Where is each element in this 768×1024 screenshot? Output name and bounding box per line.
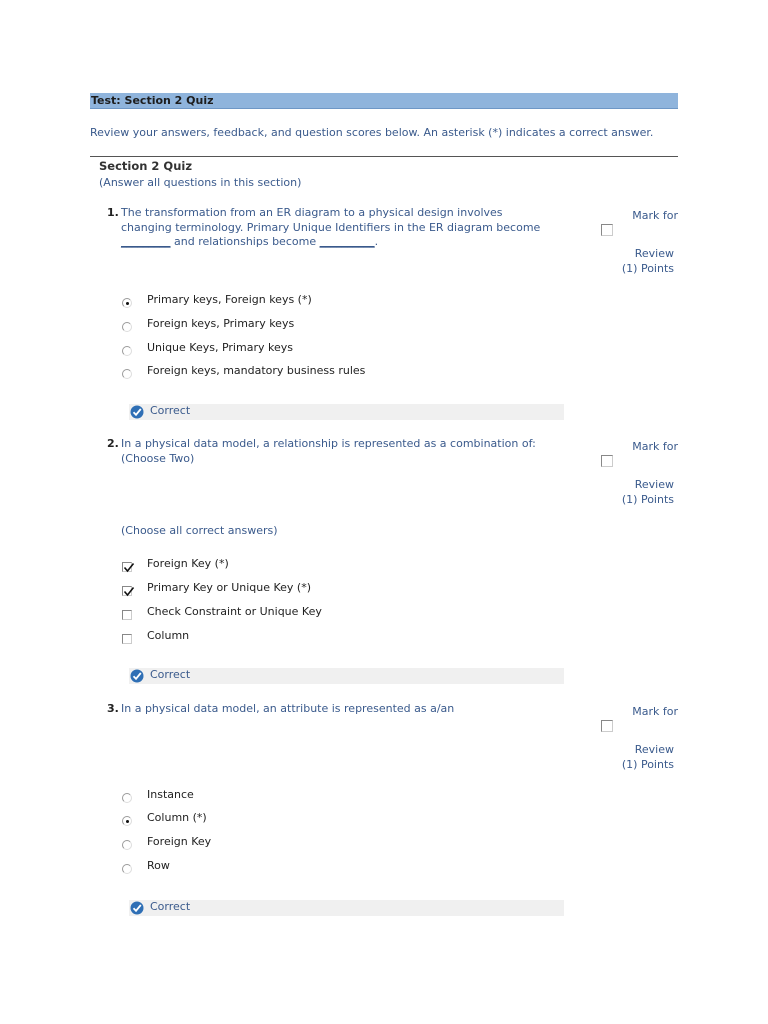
radio-unselected[interactable] bbox=[122, 369, 132, 379]
answer-label: Primary Key or Unique Key (*) bbox=[147, 581, 312, 594]
feedback-text: Correct bbox=[150, 668, 191, 681]
check-circle-icon bbox=[130, 669, 144, 683]
radio-unselected[interactable] bbox=[122, 840, 132, 850]
answer-label: Column bbox=[147, 629, 190, 642]
answer-label: Instance bbox=[147, 788, 194, 801]
question-text: In a physical data model, a relationship is represented as a combination of: (Choose Two) bbox=[121, 437, 536, 465]
instructions-text: Review your answers, feedback, and question scores below. An asterisk (*) indicates a correct answer. bbox=[90, 126, 654, 139]
answer-label: Row bbox=[147, 859, 170, 872]
feedback-text: Correct bbox=[150, 900, 191, 913]
check-circle-icon bbox=[130, 901, 144, 915]
review-label: Review bbox=[634, 478, 674, 491]
question-number: 1. bbox=[107, 206, 119, 219]
radio-selected[interactable] bbox=[122, 298, 132, 308]
answer-label: Foreign Key bbox=[147, 835, 212, 848]
question-text: The transformation from an ER diagram to a physical design involves changing terminology. Primary Unique Identifiers in the ER diagram become _________ and relationships become __________. bbox=[121, 206, 541, 248]
mark-for-review-checkbox[interactable] bbox=[601, 720, 613, 732]
checkmark-icon bbox=[123, 586, 135, 597]
review-label: Review bbox=[634, 743, 674, 756]
review-label: Review bbox=[634, 247, 674, 260]
question-number: 2. bbox=[107, 437, 119, 450]
answer-label: Primary keys, Foreign keys (*) bbox=[147, 293, 312, 306]
check-circle-icon bbox=[130, 405, 144, 419]
feedback-bar bbox=[129, 404, 564, 420]
page-title: Test: Section 2 Quiz bbox=[90, 93, 678, 109]
feedback-bar bbox=[129, 668, 564, 684]
answer-label: Unique Keys, Primary keys bbox=[147, 341, 293, 354]
divider bbox=[90, 156, 678, 157]
mark-for-review-checkbox[interactable] bbox=[601, 224, 613, 236]
answer-label: Foreign keys, mandatory business rules bbox=[147, 364, 366, 377]
answer-label: Check Constraint or Unique Key bbox=[147, 605, 322, 618]
checkbox-checked[interactable] bbox=[122, 562, 132, 572]
checkmark-icon bbox=[123, 562, 135, 573]
question-points: (1) Points bbox=[621, 493, 674, 506]
mark-for-review-label: Mark for bbox=[632, 705, 678, 718]
answer-label: Foreign Key (*) bbox=[147, 557, 229, 570]
radio-unselected[interactable] bbox=[122, 793, 132, 803]
section-title: Section 2 Quiz bbox=[99, 159, 193, 173]
checkbox-checked[interactable] bbox=[122, 586, 132, 596]
radio-selected[interactable] bbox=[122, 816, 132, 826]
radio-unselected[interactable] bbox=[122, 322, 132, 332]
mark-for-review-label: Mark for bbox=[632, 209, 678, 222]
feedback-bar bbox=[129, 900, 564, 916]
question-points: (1) Points bbox=[621, 262, 674, 275]
answer-label: Foreign keys, Primary keys bbox=[147, 317, 295, 330]
answer-label: Column (*) bbox=[147, 811, 207, 824]
feedback-text: Correct bbox=[150, 404, 191, 417]
radio-unselected[interactable] bbox=[122, 346, 132, 356]
question-number: 3. bbox=[107, 702, 119, 715]
checkbox-unchecked[interactable] bbox=[122, 634, 132, 644]
checkbox-unchecked[interactable] bbox=[122, 610, 132, 620]
mark-for-review-checkbox[interactable] bbox=[601, 455, 613, 467]
section-subtitle: (Answer all questions in this section) bbox=[99, 176, 302, 189]
mark-for-review-label: Mark for bbox=[632, 440, 678, 453]
radio-unselected[interactable] bbox=[122, 864, 132, 874]
question-text: In a physical data model, an attribute is represented as a/an bbox=[121, 702, 455, 715]
choose-all-hint: (Choose all correct answers) bbox=[121, 524, 278, 537]
question-points: (1) Points bbox=[621, 758, 674, 771]
